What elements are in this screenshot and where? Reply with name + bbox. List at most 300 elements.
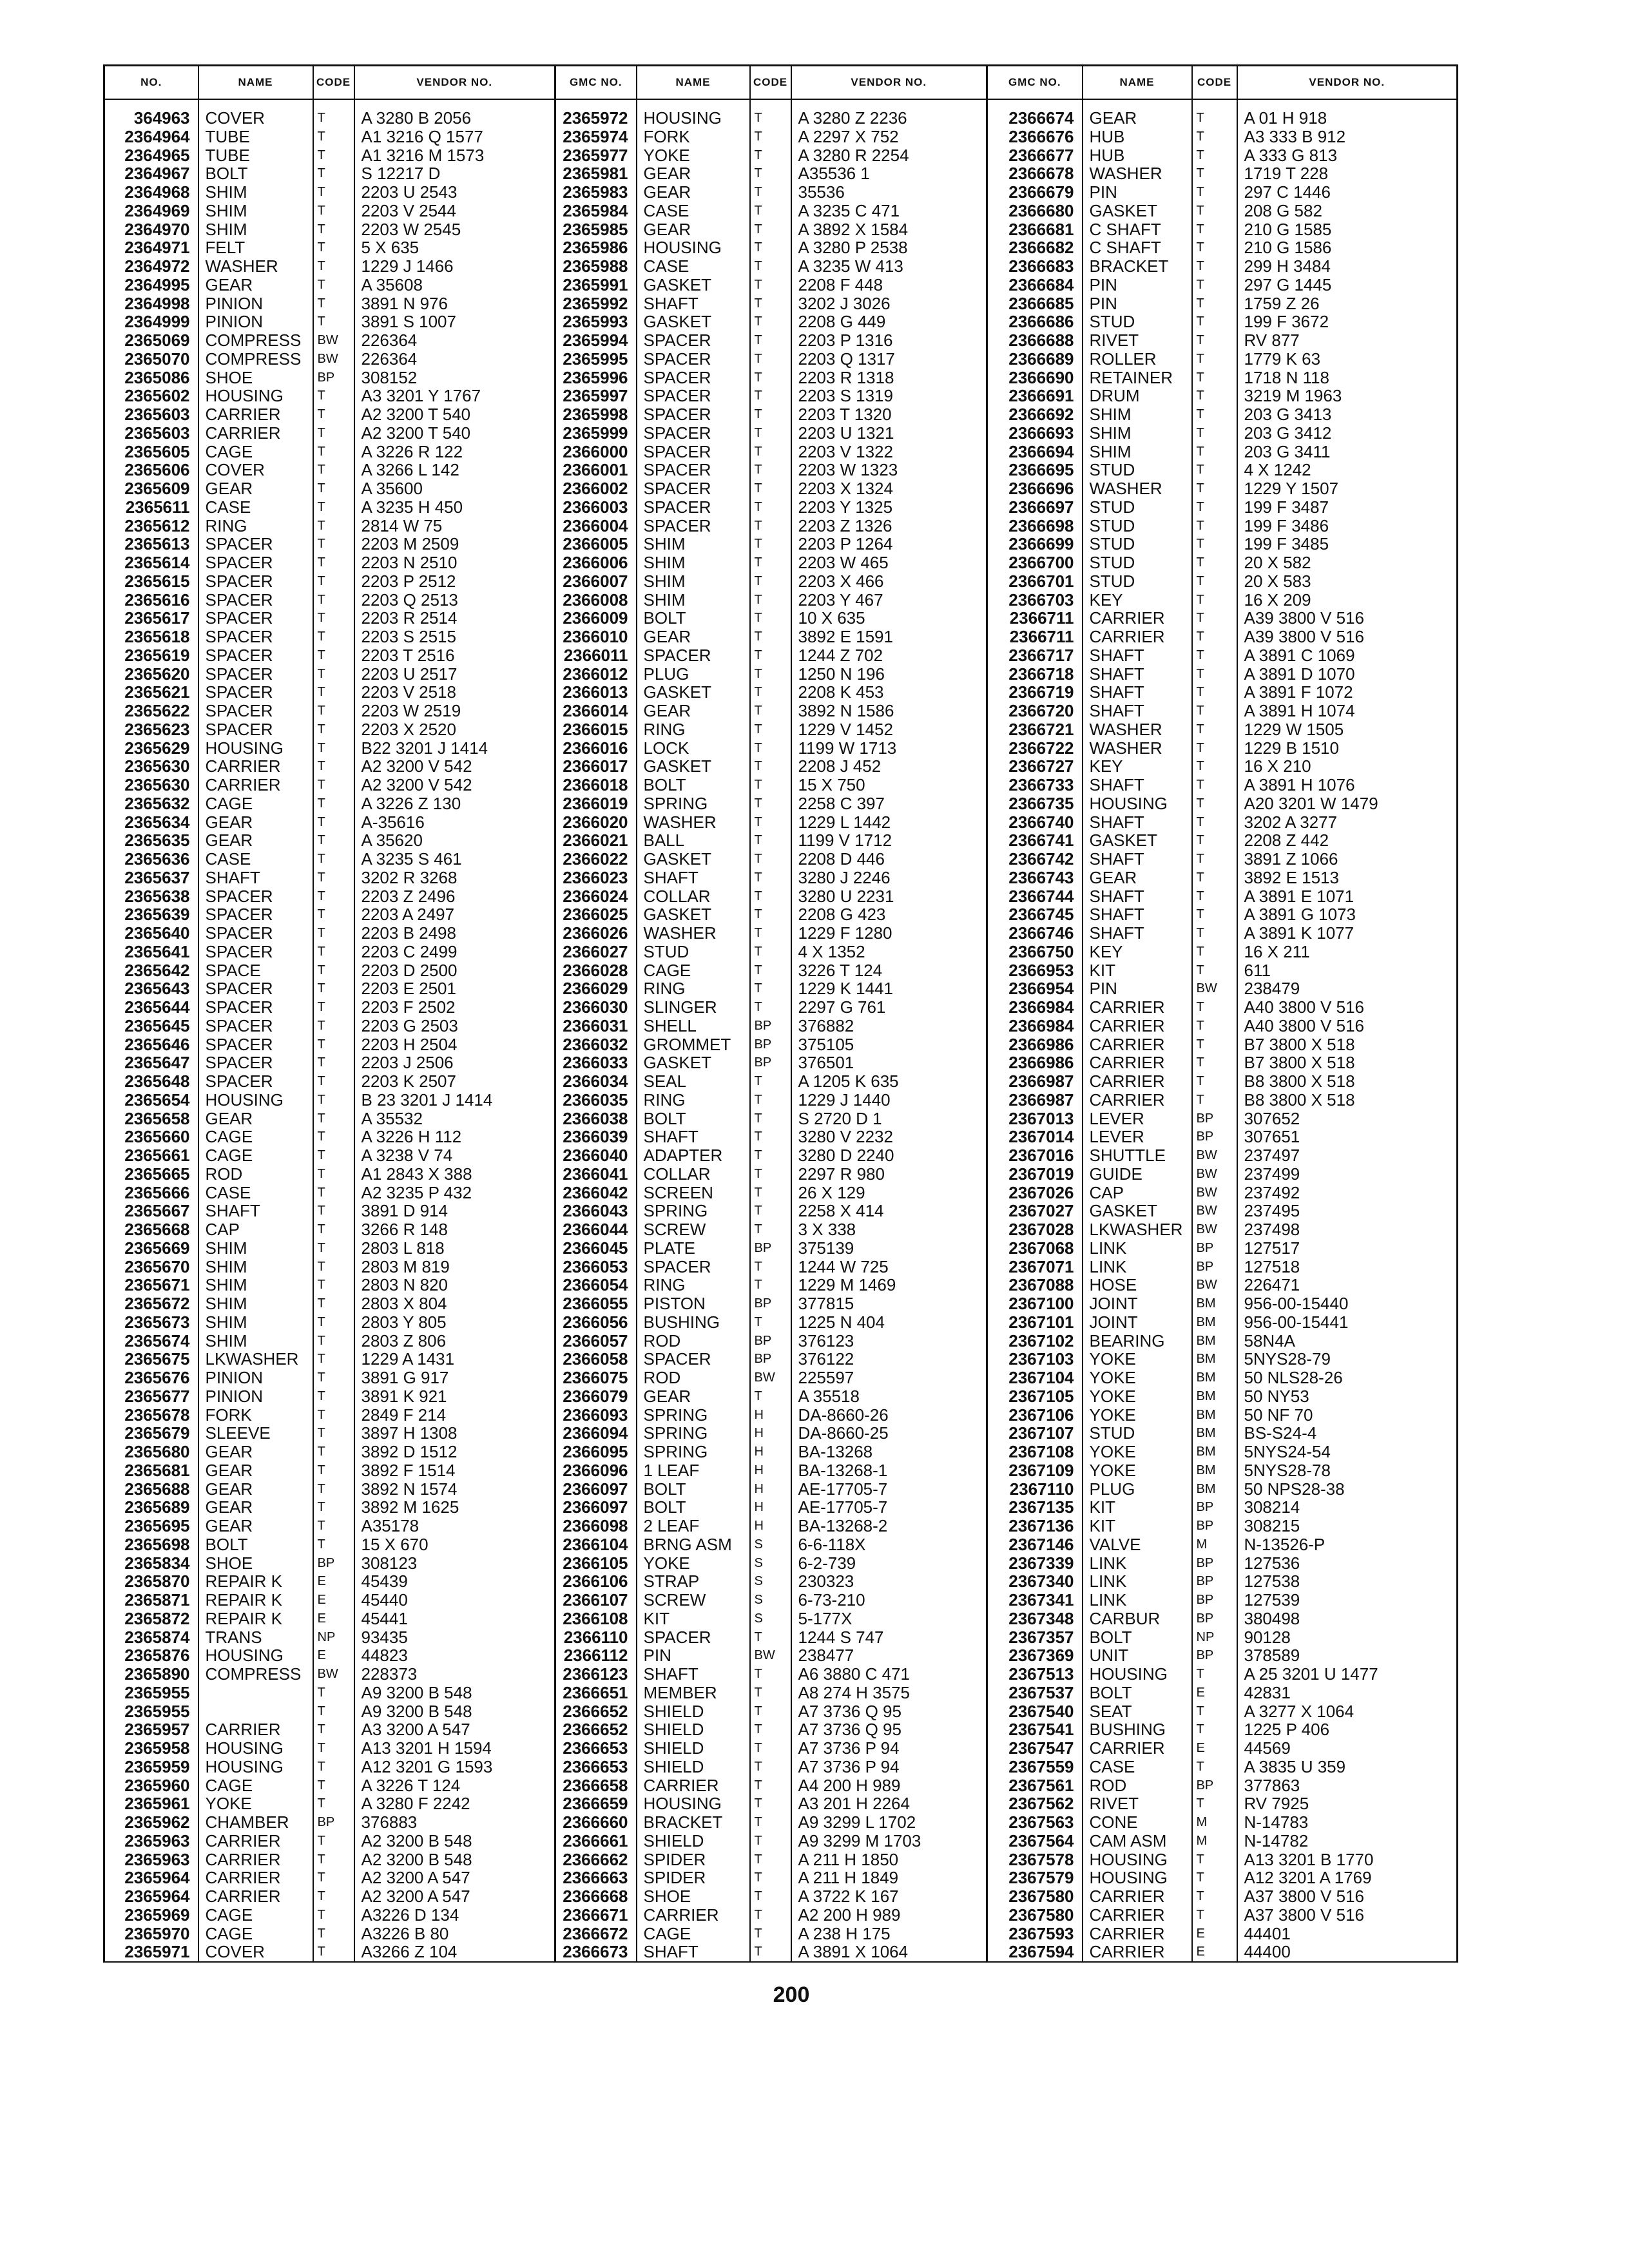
table-row — [104, 776, 1458, 794]
cell-code-1: E — [313, 1610, 354, 1628]
table-row — [104, 572, 1458, 591]
cell-code-3: T — [1192, 702, 1237, 720]
cell-gmc-no-2: 2366031 — [555, 1017, 637, 1035]
cell-gmc-no-1: 2365675 — [104, 1350, 198, 1369]
cell-vendor-no-2: 377815 — [791, 1294, 987, 1313]
cell-vendor-no-2: A9 3299 M 1703 — [791, 1832, 987, 1850]
cell-name-3: SHAFT — [1083, 887, 1192, 906]
cell-gmc-no-1: 2364972 — [104, 257, 198, 276]
cell-vendor-no-3: 58N4A — [1237, 1332, 1458, 1350]
cell-code-2: T — [750, 1739, 791, 1758]
cell-name-3: RETAINER — [1083, 369, 1192, 387]
cell-code-3: T — [1192, 331, 1237, 350]
cell-gmc-no-3: 2366680 — [987, 202, 1083, 220]
cell-code-2: T — [750, 1184, 791, 1202]
cell-code-2: T — [750, 572, 791, 591]
cell-gmc-no-2: 2366015 — [555, 720, 637, 739]
table-row — [104, 1554, 1458, 1573]
header-gmc-no-1: NO. — [104, 66, 198, 100]
cell-vendor-no-1: A3226 B 80 — [354, 1925, 555, 1943]
cell-gmc-no-1: 2365630 — [104, 757, 198, 776]
cell-name-3: C SHAFT — [1083, 238, 1192, 257]
cell-name-2: ROD — [637, 1332, 750, 1350]
cell-gmc-no-2: 2366110 — [555, 1628, 637, 1647]
cell-vendor-no-3: A3 333 B 912 — [1237, 128, 1458, 146]
cell-name-1: SPACER — [198, 553, 313, 572]
cell-vendor-no-1: 3892 N 1574 — [354, 1480, 555, 1499]
cell-gmc-no-2: 2366044 — [555, 1220, 637, 1239]
cell-code-1: T — [313, 1091, 354, 1110]
cell-vendor-no-2: 376123 — [791, 1332, 987, 1350]
table-row — [104, 553, 1458, 572]
cell-code-1: T — [313, 1165, 354, 1184]
cell-code-1: NP — [313, 1628, 354, 1647]
table-row — [104, 1294, 1458, 1313]
cell-gmc-no-2: 2366006 — [555, 553, 637, 572]
table-row — [104, 1572, 1458, 1591]
cell-gmc-no-3: 2367357 — [987, 1628, 1083, 1647]
cell-gmc-no-3: 2366703 — [987, 591, 1083, 610]
cell-name-1: FELT — [198, 238, 313, 257]
cell-name-2: 2 LEAF — [637, 1517, 750, 1535]
cell-vendor-no-2: BA-13268-1 — [791, 1461, 987, 1480]
table-row — [104, 757, 1458, 776]
parts-table — [103, 64, 1458, 1963]
cell-vendor-no-1: A1 3216 Q 1577 — [354, 128, 555, 146]
cell-vendor-no-2: 15 X 750 — [791, 776, 987, 794]
cell-gmc-no-2: 2366097 — [555, 1480, 637, 1499]
cell-vendor-no-1: 1229 J 1466 — [354, 257, 555, 276]
cell-code-3: T — [1192, 99, 1237, 128]
cell-code-2: T — [750, 905, 791, 924]
cell-gmc-no-2: 2365984 — [555, 202, 637, 220]
cell-vendor-no-1: 2203 J 2506 — [354, 1053, 555, 1072]
cell-code-3: T — [1192, 1869, 1237, 1887]
cell-vendor-no-1: A 3226 R 122 — [354, 443, 555, 461]
table-row — [104, 1739, 1458, 1758]
cell-gmc-no-1: 2365640 — [104, 924, 198, 943]
cell-code-3: E — [1192, 1739, 1237, 1758]
table-row — [104, 312, 1458, 331]
cell-gmc-no-2: 2366010 — [555, 628, 637, 646]
cell-name-2: BOLT — [637, 776, 750, 794]
table-row — [104, 905, 1458, 924]
cell-name-2: GEAR — [637, 702, 750, 720]
cell-vendor-no-3: A 3891 F 1072 — [1237, 683, 1458, 702]
cell-code-1: T — [313, 1480, 354, 1499]
cell-vendor-no-3: 1719 T 228 — [1237, 164, 1458, 183]
cell-code-2: T — [750, 813, 791, 832]
cell-name-2: BOLT — [637, 1498, 750, 1517]
cell-vendor-no-2: 2203 W 1323 — [791, 461, 987, 479]
cell-code-1: T — [313, 1239, 354, 1258]
cell-vendor-no-3: 3891 Z 1066 — [1237, 850, 1458, 869]
cell-vendor-no-3: B8 3800 X 518 — [1237, 1072, 1458, 1091]
cell-gmc-no-1: 2365606 — [104, 461, 198, 479]
cell-code-3: T — [1192, 905, 1237, 924]
cell-gmc-no-3: 2367136 — [987, 1517, 1083, 1535]
cell-vendor-no-2: A 3280 P 2538 — [791, 238, 987, 257]
cell-vendor-no-3: 199 F 3485 — [1237, 535, 1458, 553]
cell-gmc-no-3: 2367580 — [987, 1906, 1083, 1925]
cell-gmc-no-3: 2367135 — [987, 1498, 1083, 1517]
cell-code-2: T — [750, 350, 791, 369]
cell-code-1: T — [313, 1258, 354, 1276]
cell-gmc-no-1: 2365609 — [104, 479, 198, 498]
cell-code-3: T — [1192, 238, 1237, 257]
cell-name-1: CARRIER — [198, 405, 313, 424]
cell-gmc-no-2: 2366075 — [555, 1369, 637, 1387]
cell-vendor-no-1: A 3226 H 112 — [354, 1128, 555, 1146]
cell-code-3: T — [1192, 1887, 1237, 1906]
cell-gmc-no-2: 2366039 — [555, 1128, 637, 1146]
cell-name-1: REPAIR K — [198, 1572, 313, 1591]
cell-code-3: BM — [1192, 1461, 1237, 1480]
cell-vendor-no-3: 956-00-15440 — [1237, 1294, 1458, 1313]
cell-name-2: BALL — [637, 831, 750, 850]
cell-gmc-no-3: 2366700 — [987, 553, 1083, 572]
cell-vendor-no-2: 2203 P 1264 — [791, 535, 987, 553]
cell-code-2: T — [750, 128, 791, 146]
cell-code-1: T — [313, 1350, 354, 1369]
cell-code-3: BP — [1192, 1776, 1237, 1795]
cell-gmc-no-2: 2366097 — [555, 1498, 637, 1517]
cell-gmc-no-2: 2366014 — [555, 702, 637, 720]
cell-vendor-no-3: A39 3800 V 516 — [1237, 628, 1458, 646]
cell-code-1: T — [313, 1758, 354, 1776]
cell-name-3: LINK — [1083, 1591, 1192, 1610]
cell-gmc-no-1: 2365638 — [104, 887, 198, 906]
cell-code-3: T — [1192, 943, 1237, 961]
cell-vendor-no-2: A 3235 C 471 — [791, 202, 987, 220]
cell-code-3: T — [1192, 128, 1237, 146]
cell-gmc-no-3: 2367106 — [987, 1406, 1083, 1425]
cell-name-3: KEY — [1083, 591, 1192, 610]
cell-gmc-no-1: 2364998 — [104, 294, 198, 313]
cell-code-3: T — [1192, 1702, 1237, 1721]
cell-name-3: BOLT — [1083, 1684, 1192, 1702]
cell-code-2: H — [750, 1443, 791, 1461]
cell-code-2: BP — [750, 1332, 791, 1350]
cell-vendor-no-2: A 3280 R 2254 — [791, 146, 987, 165]
cell-gmc-no-2: 2365985 — [555, 220, 637, 239]
cell-code-2: BP — [750, 1017, 791, 1035]
cell-code-2: T — [750, 405, 791, 424]
cell-vendor-no-2: 2203 R 1318 — [791, 369, 987, 387]
cell-name-3: PIN — [1083, 979, 1192, 998]
cell-code-1: E — [313, 1572, 354, 1591]
cell-name-2: SCREW — [637, 1220, 750, 1239]
header-name-3: NAME — [1083, 66, 1192, 100]
cell-vendor-no-1: 2203 N 2510 — [354, 553, 555, 572]
cell-code-3: T — [1192, 776, 1237, 794]
cell-code-2: T — [750, 1925, 791, 1943]
cell-name-3: WASHER — [1083, 720, 1192, 739]
cell-name-1: SPACER — [198, 887, 313, 906]
cell-name-3: STUD — [1083, 498, 1192, 517]
cell-name-2: SHAFT — [637, 1665, 750, 1684]
cell-code-1: BW — [313, 1665, 354, 1684]
cell-gmc-no-3: 2366954 — [987, 979, 1083, 998]
cell-vendor-no-1: A3 3201 Y 1767 — [354, 387, 555, 405]
cell-vendor-no-1: A 3226 Z 130 — [354, 794, 555, 813]
parts-table-body — [104, 99, 1458, 1962]
table-row — [104, 424, 1458, 443]
cell-name-2: SPRING — [637, 1202, 750, 1220]
cell-name-3: RIVET — [1083, 331, 1192, 350]
cell-name-2: GEAR — [637, 628, 750, 646]
cell-code-2: T — [750, 276, 791, 294]
cell-code-2: T — [750, 1684, 791, 1702]
cell-name-3: GASKET — [1083, 202, 1192, 220]
cell-vendor-no-2: 1229 K 1441 — [791, 979, 987, 998]
cell-gmc-no-1: 2365645 — [104, 1017, 198, 1035]
cell-gmc-no-3: 2366720 — [987, 702, 1083, 720]
cell-code-2: T — [750, 1720, 791, 1739]
cell-name-3: HOUSING — [1083, 1665, 1192, 1684]
cell-vendor-no-3: A 3891 D 1070 — [1237, 665, 1458, 684]
cell-vendor-no-2: 2203 W 465 — [791, 553, 987, 572]
cell-gmc-no-1: 2365971 — [104, 1943, 198, 1962]
cell-gmc-no-1: 2365679 — [104, 1424, 198, 1443]
cell-gmc-no-1: 2365660 — [104, 1128, 198, 1146]
cell-gmc-no-1: 2365605 — [104, 443, 198, 461]
cell-vendor-no-1: A3 3200 A 547 — [354, 1720, 555, 1739]
cell-code-1: T — [313, 1517, 354, 1535]
table-row — [104, 276, 1458, 294]
cell-vendor-no-2: 6-73-210 — [791, 1591, 987, 1610]
cell-gmc-no-2: 2366653 — [555, 1739, 637, 1758]
cell-code-1: T — [313, 1776, 354, 1795]
cell-gmc-no-1: 2365622 — [104, 702, 198, 720]
cell-code-3: E — [1192, 1925, 1237, 1943]
cell-name-2: BUSHING — [637, 1313, 750, 1332]
header-name-2: NAME — [637, 66, 750, 100]
cell-name-3: STUD — [1083, 517, 1192, 535]
cell-vendor-no-3: B8 3800 X 518 — [1237, 1091, 1458, 1110]
cell-gmc-no-2: 2366026 — [555, 924, 637, 943]
cell-vendor-no-2: 3280 U 2231 — [791, 887, 987, 906]
cell-code-3: T — [1192, 369, 1237, 387]
cell-code-2: T — [750, 1758, 791, 1776]
cell-code-3: T — [1192, 202, 1237, 220]
cell-gmc-no-3: 2366741 — [987, 831, 1083, 850]
cell-vendor-no-2: A7 3736 P 94 — [791, 1758, 987, 1776]
cell-gmc-no-3: 2366679 — [987, 183, 1083, 202]
cell-vendor-no-1: A13 3201 H 1594 — [354, 1739, 555, 1758]
cell-name-2: YOKE — [637, 1554, 750, 1573]
cell-gmc-no-1: 2365602 — [104, 387, 198, 405]
cell-name-2: SPACER — [637, 461, 750, 479]
cell-code-1: T — [313, 1720, 354, 1739]
cell-code-1: T — [313, 1535, 354, 1554]
cell-name-1: GEAR — [198, 1443, 313, 1461]
cell-gmc-no-1: 2364995 — [104, 276, 198, 294]
cell-gmc-no-1: 2365666 — [104, 1184, 198, 1202]
cell-name-3: LEVER — [1083, 1110, 1192, 1128]
table-row — [104, 183, 1458, 202]
cell-code-3: T — [1192, 535, 1237, 553]
cell-gmc-no-2: 2366108 — [555, 1610, 637, 1628]
cell-vendor-no-2: 2203 X 466 — [791, 572, 987, 591]
cell-name-1: SHIM — [198, 1258, 313, 1276]
cell-name-2: SHIELD — [637, 1832, 750, 1850]
cell-code-1: T — [313, 424, 354, 443]
cell-name-3: SHIM — [1083, 405, 1192, 424]
cell-name-2: GEAR — [637, 220, 750, 239]
cell-gmc-no-1: 2365671 — [104, 1276, 198, 1294]
cell-code-1: T — [313, 1461, 354, 1480]
table-row — [104, 1128, 1458, 1146]
cell-vendor-no-2: A4 200 H 989 — [791, 1776, 987, 1795]
cell-code-3: T — [1192, 164, 1237, 183]
cell-vendor-no-3: 42831 — [1237, 1684, 1458, 1702]
cell-name-3: GEAR — [1083, 99, 1192, 128]
cell-name-1 — [198, 1702, 313, 1721]
cell-vendor-no-2: AE-17705-7 — [791, 1498, 987, 1517]
cell-vendor-no-3: 226471 — [1237, 1276, 1458, 1294]
cell-vendor-no-3: 237492 — [1237, 1184, 1458, 1202]
table-row — [104, 1906, 1458, 1925]
cell-vendor-no-1: A2 3200 V 542 — [354, 776, 555, 794]
table-row — [104, 1387, 1458, 1406]
cell-vendor-no-1: 2203 S 2515 — [354, 628, 555, 646]
cell-gmc-no-1: 2365603 — [104, 405, 198, 424]
cell-code-1: T — [313, 1739, 354, 1758]
table-row — [104, 350, 1458, 369]
cell-name-3: CARRIER — [1083, 1072, 1192, 1091]
cell-vendor-no-3: 5NYS24-54 — [1237, 1443, 1458, 1461]
cell-name-2: SPRING — [637, 1424, 750, 1443]
cell-vendor-no-1: A2 3200 T 540 — [354, 424, 555, 443]
cell-code-3: T — [1192, 683, 1237, 702]
cell-code-1: T — [313, 1332, 354, 1350]
cell-name-2: SHIM — [637, 553, 750, 572]
cell-gmc-no-3: 2366987 — [987, 1072, 1083, 1091]
cell-code-2: T — [750, 1943, 791, 1962]
cell-code-1: T — [313, 1498, 354, 1517]
cell-vendor-no-1: 2849 F 214 — [354, 1406, 555, 1425]
cell-gmc-no-2: 2366056 — [555, 1313, 637, 1332]
cell-code-1: T — [313, 905, 354, 924]
cell-code-1: T — [313, 739, 354, 758]
cell-vendor-no-1: 45441 — [354, 1610, 555, 1628]
cell-name-3: GEAR — [1083, 869, 1192, 887]
cell-vendor-no-3: 380498 — [1237, 1610, 1458, 1628]
cell-name-3: SEAT — [1083, 1702, 1192, 1721]
cell-code-2: T — [750, 331, 791, 350]
cell-code-2: BW — [750, 1369, 791, 1387]
cell-vendor-no-2: A35536 1 — [791, 164, 987, 183]
table-row — [104, 128, 1458, 146]
cell-name-2: CARRIER — [637, 1906, 750, 1925]
cell-gmc-no-1: 2365636 — [104, 850, 198, 869]
cell-code-2: T — [750, 312, 791, 331]
cell-vendor-no-2: 1229 M 1469 — [791, 1276, 987, 1294]
cell-name-2: SPACER — [637, 517, 750, 535]
cell-name-3: YOKE — [1083, 1461, 1192, 1480]
cell-code-2: S — [750, 1610, 791, 1628]
cell-vendor-no-1: 2803 Z 806 — [354, 1332, 555, 1350]
cell-code-2: T — [750, 257, 791, 276]
cell-vendor-no-1: 2203 U 2517 — [354, 665, 555, 684]
cell-name-1: CARRIER — [198, 776, 313, 794]
cell-gmc-no-2: 2366105 — [555, 1554, 637, 1573]
cell-vendor-no-1: 2203 Q 2513 — [354, 591, 555, 610]
cell-name-1: SHOE — [198, 369, 313, 387]
cell-name-1: CAGE — [198, 1128, 313, 1146]
cell-gmc-no-1: 2365834 — [104, 1554, 198, 1573]
cell-code-3: BP — [1192, 1554, 1237, 1573]
cell-name-1: CARRIER — [198, 1887, 313, 1906]
cell-name-2: SPACER — [637, 1628, 750, 1647]
cell-vendor-no-1: A1 3216 M 1573 — [354, 146, 555, 165]
cell-code-1: T — [313, 998, 354, 1017]
cell-code-3: T — [1192, 739, 1237, 758]
table-row — [104, 1146, 1458, 1165]
cell-code-1: T — [313, 628, 354, 646]
cell-code-1: T — [313, 238, 354, 257]
cell-vendor-no-3: A40 3800 V 516 — [1237, 1017, 1458, 1035]
cell-name-1: CARRIER — [198, 1720, 313, 1739]
cell-vendor-no-2: A 1205 K 635 — [791, 1072, 987, 1091]
cell-name-2: WASHER — [637, 924, 750, 943]
cell-gmc-no-3: 2367105 — [987, 1387, 1083, 1406]
cell-vendor-no-3: A12 3201 A 1769 — [1237, 1869, 1458, 1887]
cell-name-2: SEAL — [637, 1072, 750, 1091]
cell-gmc-no-1: 2365630 — [104, 776, 198, 794]
cell-gmc-no-1: 2365634 — [104, 813, 198, 832]
cell-code-3: BW — [1192, 979, 1237, 998]
table-row — [104, 202, 1458, 220]
cell-name-2: SHIELD — [637, 1702, 750, 1721]
cell-name-3: RIVET — [1083, 1794, 1192, 1813]
cell-vendor-no-2: 1199 W 1713 — [791, 739, 987, 758]
cell-name-1: SPACER — [198, 628, 313, 646]
cell-code-1: T — [313, 1369, 354, 1387]
cell-gmc-no-2: 2366019 — [555, 794, 637, 813]
cell-code-2: BP — [750, 1239, 791, 1258]
cell-code-3: T — [1192, 183, 1237, 202]
cell-gmc-no-1: 2365676 — [104, 1369, 198, 1387]
cell-gmc-no-3: 2366722 — [987, 739, 1083, 758]
cell-gmc-no-2: 2366020 — [555, 813, 637, 832]
cell-vendor-no-3: 307652 — [1237, 1110, 1458, 1128]
cell-gmc-no-3: 2366750 — [987, 943, 1083, 961]
cell-name-3: YOKE — [1083, 1369, 1192, 1387]
cell-name-1: SHIM — [198, 1332, 313, 1350]
cell-gmc-no-3: 2367108 — [987, 1443, 1083, 1461]
cell-code-2: T — [750, 1776, 791, 1795]
cell-vendor-no-3: RV 7925 — [1237, 1794, 1458, 1813]
cell-gmc-no-3: 2367340 — [987, 1572, 1083, 1591]
table-row — [104, 702, 1458, 720]
cell-name-1: SPACER — [198, 702, 313, 720]
cell-gmc-no-3: 2367563 — [987, 1813, 1083, 1832]
cell-name-3: HOUSING — [1083, 1869, 1192, 1887]
cell-vendor-no-3: 50 NY53 — [1237, 1387, 1458, 1406]
cell-name-1: GEAR — [198, 1498, 313, 1517]
cell-name-2: SHIM — [637, 591, 750, 610]
cell-gmc-no-1: 2365617 — [104, 609, 198, 628]
header-code-1: CODE — [313, 66, 354, 100]
cell-gmc-no-1: 2365957 — [104, 1720, 198, 1739]
cell-gmc-no-1: 2364964 — [104, 128, 198, 146]
cell-code-3: T — [1192, 479, 1237, 498]
cell-code-1: T — [313, 443, 354, 461]
cell-vendor-no-2: BA-13268 — [791, 1443, 987, 1461]
table-row — [104, 146, 1458, 165]
